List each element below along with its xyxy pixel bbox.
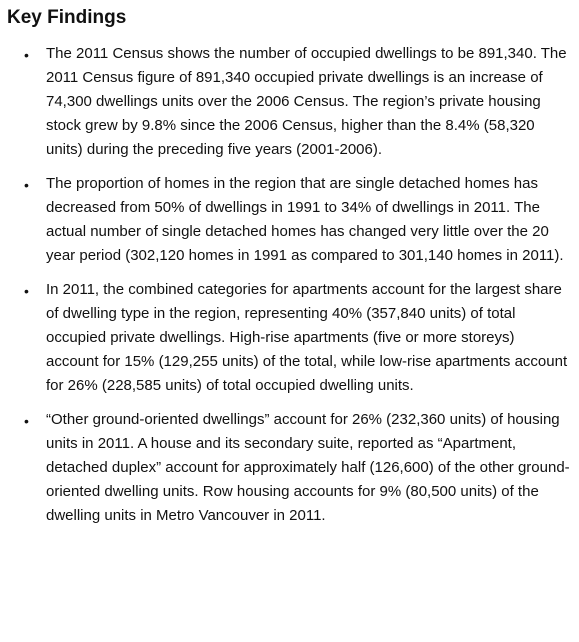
finding-item	[7, 278, 571, 398]
finding-item	[7, 408, 571, 528]
bullet-icon: •	[24, 283, 29, 299]
section-heading: Key Findings	[7, 7, 127, 28]
finding-text: “Other ground-oriented dwellings” account for 26% (232,360 units) of housing units in 2011. A house and its secondary suite, reported as “Apartment, detached duplex” account for approximately half (126,600) of the other ground-oriented dwelling units. Row housing accounts for 9% (80,500 units) of the dwelling units in Metro Vancouver in 2011.	[46, 411, 570, 524]
bullet-icon: •	[24, 177, 29, 193]
finding-text: In 2011, the combined categories for apartments account for the largest share of dwelling type in the region, representing 40% (357,840 units) of total occupied private dwellings. High-rise apartments (five or more storeys) account for 15% (129,255 units) of the total, while low-rise apartments account for 26% (228,585 units) of total occupied dwelling units.	[46, 281, 568, 394]
bullet-icon: •	[24, 47, 29, 63]
finding-item	[7, 172, 571, 268]
findings-list	[7, 42, 571, 528]
finding-text: The proportion of homes in the region that are single detached homes has decreased from 50% of dwellings in 1991 to 34% of dwellings in 2011. The actual number of single detached homes has changed very little over the 20 year period (302,120 homes in 1991 as compared to 301,140 homes in 2011).	[46, 175, 564, 264]
bullet-icon: •	[24, 413, 29, 429]
finding-item	[7, 42, 571, 162]
finding-text: The 2011 Census shows the number of occupied dwellings to be 891,340. The 2011 Census figure of 891,340 occupied private dwellings is an increase of 74,300 dwellings units over the 2006 Census. The region’s private housing stock grew by 9.8% since the 2006 Census, higher than the 8.4% (58,320 units) during the preceding five years (2001-2006).	[46, 45, 567, 158]
